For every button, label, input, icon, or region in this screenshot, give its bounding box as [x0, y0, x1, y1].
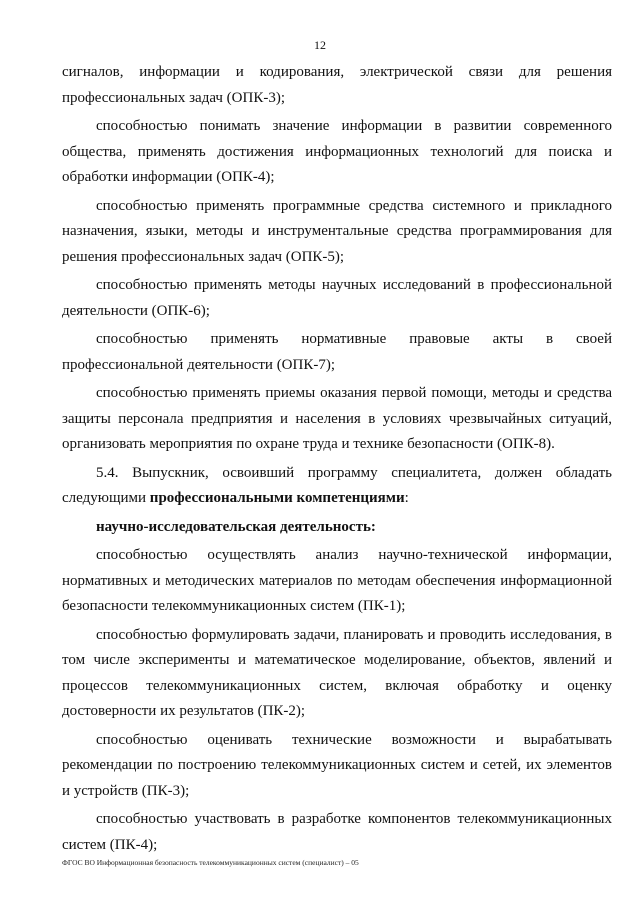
paragraph-section-5-4	[62, 461, 612, 512]
subheading-research-activity: научно-исследовательская деятельность:	[96, 518, 376, 535]
page-footer: ФГОС ВО Информационная безопасность телекоммуникационных систем (специалист) – 05	[62, 858, 359, 867]
section-5-4-lead-text: 5.4. Выпускник, освоивший программу специалитета, должен обладать следующими	[62, 464, 612, 506]
paragraph-opk-7: способностью применять нормативные правовые акты в своей профессиональной деятельности (ОПК-7);	[62, 331, 612, 373]
paragraph-opk-6: способностью применять методы научных исследований в профессиональной деятельности (ОПК-6);	[62, 277, 612, 319]
paragraph-pk-3: способностью оценивать технические возможности и вырабатывать рекомендации по построению телекоммуникационных систем и сетей, их элементов и устройств (ПК-3);	[62, 731, 612, 799]
paragraph-opk-5: способностью применять программные средства системного и прикладного назначения, языки, методы и инструментальные средства программирования для решения профессиональных задач (ОПК-5);	[62, 197, 612, 265]
page-number: 12	[314, 38, 326, 52]
paragraph-pk-4: способностью участвовать в разработке компонентов телекоммуникационных систем (ПК-4);	[62, 811, 612, 853]
paragraph-pk-1: способностью осуществлять анализ научно-технической информации, нормативных и методических материалов по методам обеспечения информационной безопасности телекоммуникационных систем (ПК-1);	[62, 547, 612, 614]
document-body	[62, 60, 612, 861]
paragraph-opk-8: способностью применять приемы оказания первой помощи, методы и средства защиты персонала предприятия и населения в условиях чрезвычайных ситуаций, организовать мероприятия по охране труда и технике безопасности (ОПК-8).	[62, 385, 612, 452]
section-5-4-bold-term: профессиональными компетенциями	[149, 490, 405, 506]
section-5-4-trailing-colon: :	[404, 490, 409, 506]
paragraph-pk-2: способностью формулировать задачи, планировать и проводить исследования, в том числе эксперименты и математическое моделирование, объектов, явлений и процессов телекоммуникационных систем, включая обработку и оценку достоверности их результатов (ПК-2);	[62, 626, 612, 719]
paragraph-opk-3-continuation: сигналов, информации и кодирования, электрической связи для решения профессиональных задач (ОПК-3);	[62, 64, 612, 106]
paragraph-opk-4: способностью понимать значение информации в развитии современного общества, применять достижения информационных технологий для поиска и обработки информации (ОПК-4);	[62, 118, 612, 185]
